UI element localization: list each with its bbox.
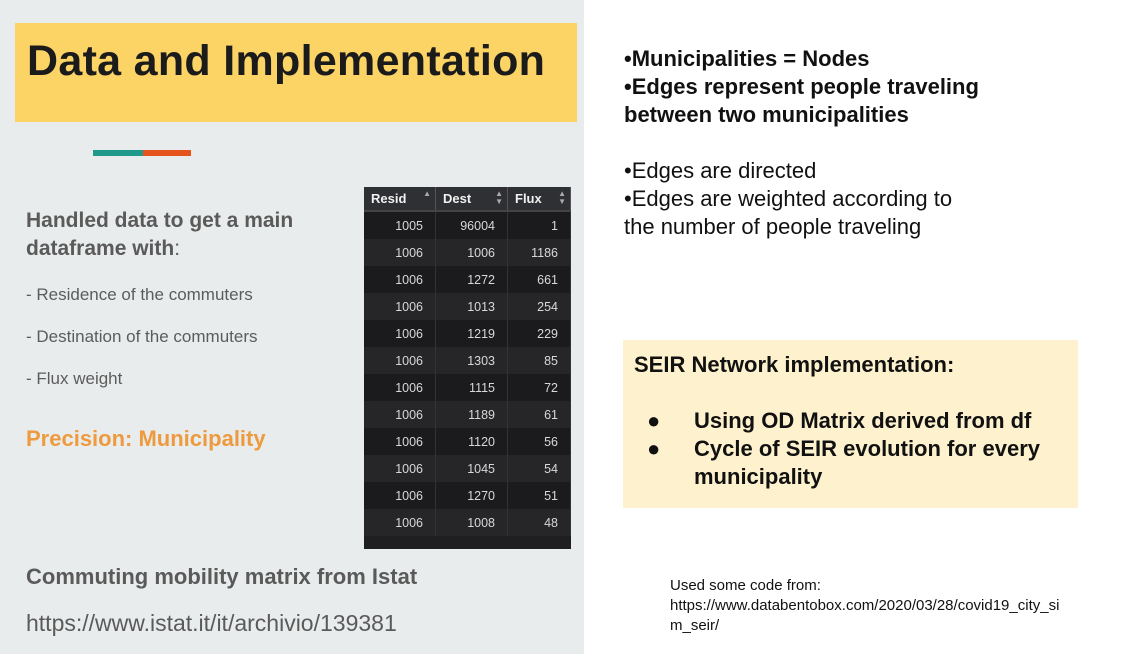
cell-dest: 1219 [436, 320, 508, 347]
cell-resid: 1006 [364, 239, 436, 266]
cell-dest: 96004 [436, 211, 508, 239]
cell-dest: 1008 [436, 509, 508, 536]
sort-icon[interactable]: ▲ ▼ [558, 189, 566, 206]
table-row [364, 401, 571, 428]
weighted-line-1: •Edges are weighted according to [624, 186, 953, 211]
directed-line: •Edges are directed [624, 158, 817, 183]
accent-bar-orange [143, 150, 191, 156]
table-row [364, 509, 571, 536]
code-note-link-line-2[interactable]: m_seir/ [670, 617, 720, 634]
cell-flux: 48 [508, 509, 571, 536]
table-row [364, 374, 571, 401]
slide-title: Data and Implementation [27, 37, 546, 85]
cell-dest: 1303 [436, 347, 508, 374]
cell-resid: 1006 [364, 374, 436, 401]
cell-flux: 1186 [508, 239, 571, 266]
code-note [670, 576, 1130, 636]
cell-resid: 1006 [364, 509, 436, 536]
item-flux: - Flux weight [26, 369, 123, 388]
seir-item-cycle [647, 435, 1067, 491]
bullet-icon: ● [647, 436, 661, 461]
cell-resid: 1005 [364, 211, 436, 239]
cell-resid: 1006 [364, 347, 436, 374]
intro-line-1: Handled data to get a main [26, 209, 294, 232]
cell-dest: 1013 [436, 293, 508, 320]
seir-item-label: Cycle of SEIR evolution for every municipality [694, 436, 1040, 489]
source-link[interactable]: https://www.istat.it/it/archivio/139381 [26, 610, 397, 636]
intro-line-2-suffix: : [174, 237, 181, 260]
cell-flux: 661 [508, 266, 571, 293]
table-row [364, 455, 571, 482]
cell-flux: 85 [508, 347, 571, 374]
cell-flux: 229 [508, 320, 571, 347]
table-row [364, 482, 571, 509]
item-residence: - Residence of the commuters [26, 285, 253, 304]
cell-resid: 1006 [364, 401, 436, 428]
cell-resid: 1006 [364, 266, 436, 293]
cell-resid: 1006 [364, 428, 436, 455]
cell-resid: 1006 [364, 482, 436, 509]
edges-line-1: •Edges represent people traveling [624, 74, 979, 99]
data-table [364, 187, 571, 549]
cell-flux: 51 [508, 482, 571, 509]
cell-dest: 1045 [436, 455, 508, 482]
table-row [364, 293, 571, 320]
seir-title: SEIR Network implementation: [634, 352, 955, 377]
column-header-flux[interactable]: Flux ▲ ▼ [508, 187, 571, 211]
code-note-link-line-1[interactable]: https://www.databentobox.com/2020/03/28/covid19_city_si [670, 597, 1060, 614]
weighted-line-2: the number of people traveling [624, 214, 922, 239]
cell-dest: 1272 [436, 266, 508, 293]
intro-text [26, 207, 346, 263]
cell-flux: 1 [508, 211, 571, 239]
cell-dest: 1120 [436, 428, 508, 455]
accent-bar-teal [93, 150, 143, 156]
bullet-icon: ● [647, 408, 661, 433]
edges-line-2: between two municipalities [624, 102, 909, 127]
cell-resid: 1006 [364, 320, 436, 347]
seir-item-od-matrix [647, 407, 1067, 435]
cell-flux: 72 [508, 374, 571, 401]
sort-icon[interactable]: ▲ ▼ [495, 189, 503, 206]
code-note-line-1: Used some code from: [670, 577, 821, 594]
table-header-row [364, 187, 571, 211]
item-destination: - Destination of the commuters [26, 327, 258, 346]
cell-flux: 254 [508, 293, 571, 320]
table-row [364, 211, 571, 239]
nodes-line: •Municipalities = Nodes [624, 46, 870, 71]
column-header-dest[interactable]: Dest ▲ ▼ [436, 187, 508, 211]
seir-box [623, 340, 1078, 508]
column-header-resid[interactable]: Resid ▲ [364, 187, 436, 211]
seir-list [647, 407, 1067, 491]
table-row [364, 320, 571, 347]
cell-flux: 56 [508, 428, 571, 455]
precision-label: Precision: Municipality [26, 426, 266, 451]
title-box [15, 23, 577, 122]
cell-flux: 61 [508, 401, 571, 428]
table-row [364, 266, 571, 293]
cell-flux: 54 [508, 455, 571, 482]
table-row [364, 239, 571, 266]
intro-line-2-bold: dataframe with [26, 237, 175, 260]
cell-dest: 1189 [436, 401, 508, 428]
cell-resid: 1006 [364, 455, 436, 482]
cell-dest: 1270 [436, 482, 508, 509]
intro-line-2 [26, 235, 346, 263]
table-row [364, 347, 571, 374]
cell-resid: 1006 [364, 293, 436, 320]
cell-dest: 1006 [436, 239, 508, 266]
sort-asc-icon[interactable]: ▲ [423, 189, 431, 198]
table-row [364, 428, 571, 455]
seir-item-label: Using OD Matrix derived from df [694, 408, 1032, 433]
source-label: Commuting mobility matrix from Istat [26, 564, 418, 589]
cell-dest: 1115 [436, 374, 508, 401]
